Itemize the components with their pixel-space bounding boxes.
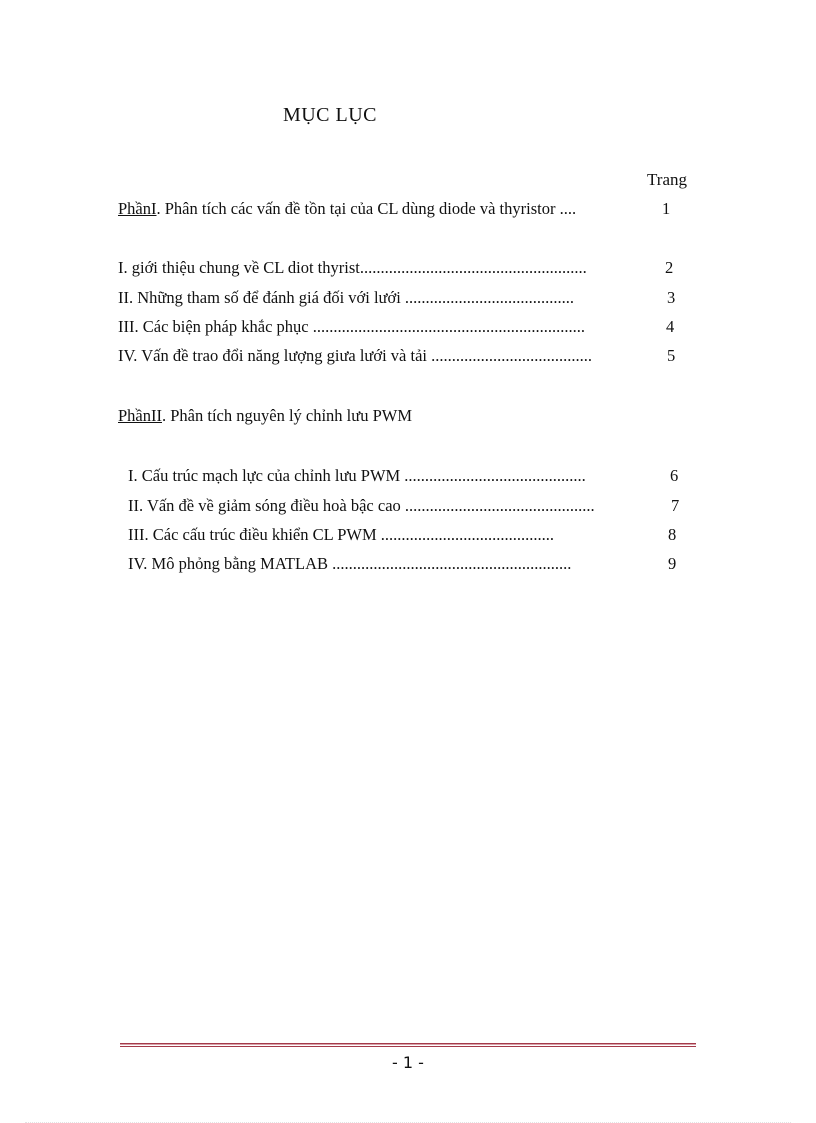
toc-item-page: 6: [670, 466, 679, 485]
toc-item-page: 8: [668, 525, 677, 544]
part-label: PhầnI: [118, 199, 157, 218]
part-label: PhầnII: [118, 406, 162, 425]
toc-part-1-page: 1: [662, 199, 671, 218]
toc-item[interactable]: I. Cấu trúc mạch lực của chỉnh lưu PWM ............................................: [128, 466, 586, 485]
toc-item-page: 7: [671, 496, 680, 515]
toc-item[interactable]: III. Các cấu trúc điều khiển CL PWM ..........................................: [128, 525, 555, 544]
toc-item[interactable]: IV. Vấn đề trao đổi năng lượng giưa lưới và tải .......................................: [118, 346, 592, 365]
page-column-label: Trang: [647, 170, 687, 189]
toc-item-page: 2: [665, 258, 674, 277]
toc-item[interactable]: III. Các biện pháp khắc phục ..................................................................: [118, 317, 585, 336]
toc-item[interactable]: II. Vấn đề về giảm sóng điều hoà bậc cao ..............................................: [128, 496, 595, 515]
part-title: . Phân tích nguyên lý chỉnh lưu PWM: [162, 406, 413, 425]
toc-item-page: 3: [667, 288, 676, 307]
toc-item-page: 9: [668, 554, 677, 573]
toc-part-1[interactable]: [118, 199, 576, 219]
toc-part-2[interactable]: [118, 406, 412, 426]
toc-item[interactable]: I. giới thiệu chung về CL diot thyrist.......................................................: [118, 258, 587, 277]
part-title: . Phân tích các vấn đề tồn tại của CL dùng diode và thyristor ....: [156, 199, 577, 218]
page-number: - 1 -: [392, 1053, 424, 1072]
toc-item[interactable]: IV. Mô phỏng bằng MATLAB ..........................................................: [128, 554, 572, 573]
toc-item[interactable]: II. Những tham số để đánh giá đối với lưới .........................................: [118, 288, 575, 307]
page-title: MỤC LỤC: [282, 104, 378, 126]
toc-item-page: 5: [667, 346, 676, 365]
toc-item-page: 4: [666, 317, 675, 336]
footer-divider: [120, 1043, 696, 1047]
